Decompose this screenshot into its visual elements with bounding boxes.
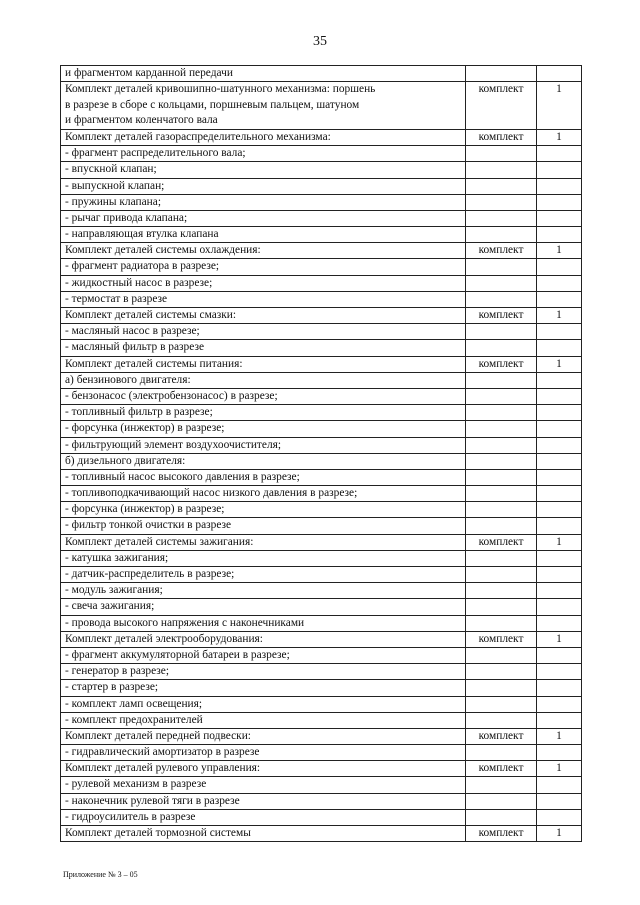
item-name-cell: - форсунка (инжектор) в разрезе; <box>61 502 466 518</box>
quantity-cell <box>537 518 582 534</box>
unit-cell <box>466 194 537 210</box>
quantity-cell <box>537 388 582 404</box>
table-row <box>61 146 582 162</box>
footer-note: Приложение № 3 – 05 <box>63 870 138 879</box>
item-name-cell: - катушка зажигания; <box>61 550 466 566</box>
quantity-cell <box>537 259 582 275</box>
item-name-cell: - фильтр тонкой очистки в разрезе <box>61 518 466 534</box>
table-row <box>61 308 582 324</box>
table-row <box>61 324 582 340</box>
item-name-cell: - форсунка (инжектор) в разрезе; <box>61 421 466 437</box>
quantity-cell <box>537 453 582 469</box>
quantity-cell <box>537 146 582 162</box>
quantity-cell <box>537 486 582 502</box>
unit-cell <box>466 567 537 583</box>
quantity-cell <box>537 324 582 340</box>
unit-cell <box>466 291 537 307</box>
item-name-cell: - рычаг привода клапана; <box>61 210 466 226</box>
item-name-cell: - гидроусилитель в разрезе <box>61 809 466 825</box>
item-name-cell: - гидравлический амортизатор в разрезе <box>61 745 466 761</box>
quantity-cell <box>537 162 582 178</box>
unit-cell: комплект <box>466 243 537 259</box>
quantity-cell <box>537 227 582 243</box>
table-row <box>61 728 582 744</box>
unit-cell <box>466 599 537 615</box>
unit-cell <box>466 809 537 825</box>
table-row <box>61 291 582 307</box>
unit-cell <box>466 178 537 194</box>
unit-cell <box>466 146 537 162</box>
quantity-cell: 1 <box>537 356 582 372</box>
item-name-cell: а) бензинового двигателя: <box>61 372 466 388</box>
table-row <box>61 405 582 421</box>
item-name-cell: - топливный фильтр в разрезе; <box>61 405 466 421</box>
quantity-cell <box>537 647 582 663</box>
table-row <box>61 275 582 291</box>
item-name-cell: - наконечник рулевой тяги в разрезе <box>61 793 466 809</box>
quantity-cell <box>537 680 582 696</box>
unit-cell <box>466 66 537 82</box>
quantity-cell <box>537 178 582 194</box>
item-name-cell: - впускной клапан; <box>61 162 466 178</box>
quantity-cell <box>537 502 582 518</box>
table-row <box>61 761 582 777</box>
quantity-cell <box>537 405 582 421</box>
table-row <box>61 210 582 226</box>
equipment-table <box>60 65 582 842</box>
quantity-cell <box>537 437 582 453</box>
item-name-cell: - стартер в разрезе; <box>61 680 466 696</box>
item-name-cell: Комплект деталей системы зажигания: <box>61 534 466 550</box>
table-row <box>61 615 582 631</box>
item-name-cell: Комплект деталей тормозной системы <box>61 826 466 842</box>
quantity-cell <box>537 66 582 82</box>
table-row <box>61 194 582 210</box>
unit-cell <box>466 502 537 518</box>
unit-cell <box>466 437 537 453</box>
equipment-table-body <box>61 66 582 842</box>
item-name-cell: - пружины клапана; <box>61 194 466 210</box>
item-name-cell: - бензонасос (электробензонасос) в разрезе; <box>61 388 466 404</box>
unit-cell <box>466 405 537 421</box>
quantity-cell: 1 <box>537 631 582 647</box>
quantity-cell: 1 <box>537 82 582 130</box>
unit-cell <box>466 388 537 404</box>
item-name-cell: - генератор в разрезе; <box>61 664 466 680</box>
quantity-cell: 1 <box>537 129 582 145</box>
quantity-cell <box>537 664 582 680</box>
table-row <box>61 259 582 275</box>
quantity-cell <box>537 777 582 793</box>
table-row <box>61 647 582 663</box>
quantity-cell <box>537 615 582 631</box>
quantity-cell: 1 <box>537 728 582 744</box>
quantity-cell <box>537 793 582 809</box>
table-row <box>61 469 582 485</box>
table-row <box>61 745 582 761</box>
quantity-cell <box>537 291 582 307</box>
unit-cell <box>466 793 537 809</box>
unit-cell: комплект <box>466 308 537 324</box>
item-name-cell: Комплект деталей кривошипно-шатунного механизма: поршень в разрезе в сборе с кольцами, поршневым пальцем, шатуном и фрагментом коленчатого вала <box>61 82 466 130</box>
unit-cell: комплект <box>466 728 537 744</box>
unit-cell <box>466 680 537 696</box>
page-number: 35 <box>313 34 327 49</box>
unit-cell <box>466 372 537 388</box>
unit-cell <box>466 421 537 437</box>
item-name-cell: - фрагмент распределительного вала; <box>61 146 466 162</box>
unit-cell <box>466 453 537 469</box>
item-name-cell: - термостат в разрезе <box>61 291 466 307</box>
quantity-cell: 1 <box>537 826 582 842</box>
quantity-cell <box>537 210 582 226</box>
quantity-cell <box>537 696 582 712</box>
item-name-cell: и фрагментом карданной передачи <box>61 66 466 82</box>
quantity-cell <box>537 275 582 291</box>
unit-cell <box>466 550 537 566</box>
table-row <box>61 534 582 550</box>
table-row <box>61 82 582 130</box>
item-name-cell: - провода высокого напряжения с наконечниками <box>61 615 466 631</box>
unit-cell <box>466 615 537 631</box>
item-name-cell: - выпускной клапан; <box>61 178 466 194</box>
unit-cell <box>466 712 537 728</box>
item-name-cell: Комплект деталей газораспределительного механизма: <box>61 129 466 145</box>
item-name-cell: - жидкостный насос в разрезе; <box>61 275 466 291</box>
table-row <box>61 437 582 453</box>
quantity-cell <box>537 567 582 583</box>
table-row <box>61 599 582 615</box>
table-row <box>61 631 582 647</box>
unit-cell: комплект <box>466 761 537 777</box>
unit-cell <box>466 696 537 712</box>
unit-cell: комплект <box>466 129 537 145</box>
item-name-cell: - масляный фильтр в разрезе <box>61 340 466 356</box>
unit-cell <box>466 259 537 275</box>
item-name-cell: - датчик-распределитель в разрезе; <box>61 567 466 583</box>
table-row <box>61 696 582 712</box>
unit-cell <box>466 664 537 680</box>
item-name-cell: Комплект деталей системы смазки: <box>61 308 466 324</box>
quantity-cell: 1 <box>537 243 582 259</box>
unit-cell <box>466 162 537 178</box>
table-row <box>61 567 582 583</box>
item-name-cell: б) дизельного двигателя: <box>61 453 466 469</box>
table-row <box>61 809 582 825</box>
unit-cell <box>466 210 537 226</box>
quantity-cell <box>537 194 582 210</box>
unit-cell <box>466 340 537 356</box>
item-name-cell: - топливный насос высокого давления в разрезе; <box>61 469 466 485</box>
item-name-cell: Комплект деталей рулевого управления: <box>61 761 466 777</box>
table-row <box>61 486 582 502</box>
unit-cell <box>466 324 537 340</box>
table-row <box>61 162 582 178</box>
item-name-cell: - фрагмент радиатора в разрезе; <box>61 259 466 275</box>
quantity-cell: 1 <box>537 534 582 550</box>
quantity-cell: 1 <box>537 308 582 324</box>
unit-cell: комплект <box>466 534 537 550</box>
item-name-cell: - масляный насос в разрезе; <box>61 324 466 340</box>
unit-cell: комплект <box>466 356 537 372</box>
item-name-cell: - свеча зажигания; <box>61 599 466 615</box>
item-name-cell: - комплект ламп освещения; <box>61 696 466 712</box>
item-name-cell: - фильтрующий элемент воздухоочистителя; <box>61 437 466 453</box>
unit-cell <box>466 227 537 243</box>
table-row <box>61 388 582 404</box>
quantity-cell <box>537 550 582 566</box>
unit-cell <box>466 647 537 663</box>
table-row <box>61 243 582 259</box>
item-name-cell: - комплект предохранителей <box>61 712 466 728</box>
quantity-cell <box>537 469 582 485</box>
quantity-cell <box>537 599 582 615</box>
item-name-cell: - модуль зажигания; <box>61 583 466 599</box>
unit-cell <box>466 583 537 599</box>
table-row <box>61 66 582 82</box>
unit-cell <box>466 518 537 534</box>
unit-cell: комплект <box>466 82 537 130</box>
unit-cell <box>466 469 537 485</box>
unit-cell <box>466 275 537 291</box>
table-row <box>61 518 582 534</box>
unit-cell <box>466 777 537 793</box>
unit-cell <box>466 745 537 761</box>
table-row <box>61 583 582 599</box>
quantity-cell <box>537 583 582 599</box>
unit-cell <box>466 486 537 502</box>
table-row <box>61 227 582 243</box>
item-name-cell: Комплект деталей системы питания: <box>61 356 466 372</box>
quantity-cell <box>537 745 582 761</box>
unit-cell: комплект <box>466 631 537 647</box>
item-name-cell: - направляющая втулка клапана <box>61 227 466 243</box>
quantity-cell <box>537 340 582 356</box>
item-name-cell: - фрагмент аккумуляторной батареи в разрезе; <box>61 647 466 663</box>
quantity-cell <box>537 372 582 388</box>
table-row <box>61 680 582 696</box>
table-row <box>61 178 582 194</box>
item-name-cell: - топливоподкачивающий насос низкого давления в разрезе; <box>61 486 466 502</box>
quantity-cell: 1 <box>537 761 582 777</box>
table-row <box>61 826 582 842</box>
item-name-cell: Комплект деталей передней подвески: <box>61 728 466 744</box>
quantity-cell <box>537 809 582 825</box>
table-row <box>61 793 582 809</box>
table-row <box>61 550 582 566</box>
table-row <box>61 453 582 469</box>
table-row <box>61 777 582 793</box>
quantity-cell <box>537 712 582 728</box>
table-row <box>61 712 582 728</box>
item-name-cell: Комплект деталей системы охлаждения: <box>61 243 466 259</box>
table-row <box>61 664 582 680</box>
table-row <box>61 421 582 437</box>
table-row <box>61 372 582 388</box>
table-row <box>61 340 582 356</box>
table-row <box>61 129 582 145</box>
quantity-cell <box>537 421 582 437</box>
item-name-cell: Комплект деталей электрооборудования: <box>61 631 466 647</box>
table-row <box>61 356 582 372</box>
unit-cell: комплект <box>466 826 537 842</box>
table-row <box>61 502 582 518</box>
item-name-cell: - рулевой механизм в разрезе <box>61 777 466 793</box>
